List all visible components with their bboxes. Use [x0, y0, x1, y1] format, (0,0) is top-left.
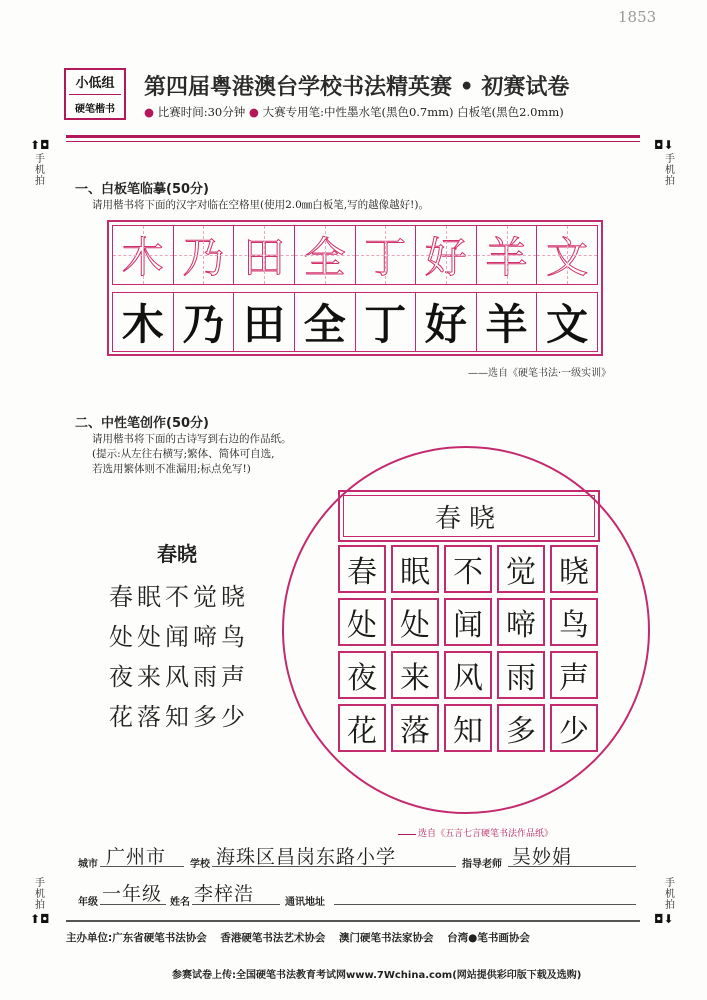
poem-title: 春晓	[157, 542, 197, 566]
camera-icon: ◘⬇	[654, 912, 674, 926]
artwork-cell[interactable]	[391, 704, 439, 752]
model-cell	[477, 225, 538, 285]
artwork-cell[interactable]	[391, 545, 439, 593]
artwork-char: 晓	[559, 555, 589, 590]
model-cell	[295, 225, 356, 285]
model-char: 全	[303, 233, 346, 282]
artwork-cell[interactable]	[338, 598, 386, 646]
artwork-cell[interactable]	[497, 651, 545, 699]
model-row	[112, 225, 598, 285]
model-char: 木	[121, 233, 164, 282]
grade-underline	[100, 904, 166, 905]
student-char: 木	[121, 300, 164, 349]
model-cell	[356, 225, 417, 285]
artwork-char: 处	[347, 608, 377, 643]
student-char: 全	[303, 300, 346, 349]
camera-icon: ◘⬇	[654, 138, 674, 152]
artwork-cell[interactable]	[391, 598, 439, 646]
school-underline	[212, 866, 456, 867]
artwork-title: 春晓	[434, 503, 503, 534]
artwork-cell[interactable]	[338, 704, 386, 752]
student-cell[interactable]	[356, 292, 417, 352]
artwork-grid	[338, 543, 600, 757]
artwork-source: 选自《五言七言硬笔书法作品纸》	[418, 829, 554, 839]
artwork-char: 雨	[506, 661, 536, 696]
city-label: 城市	[78, 859, 98, 870]
student-cell[interactable]	[477, 292, 538, 352]
footer-rule	[66, 920, 640, 922]
artwork-char: 觉	[506, 555, 536, 590]
group-badge	[64, 68, 126, 120]
poem-line: 夜来风雨声	[109, 663, 249, 691]
header-rule-thin	[66, 141, 640, 142]
model-char: 乃	[182, 233, 225, 282]
school-value[interactable]: 海珠区昌岗东路小学	[216, 846, 397, 868]
exam-time: 比赛时间:30分钟	[157, 105, 246, 119]
artwork-cell[interactable]	[550, 704, 598, 752]
artwork-cell[interactable]	[444, 704, 492, 752]
artwork-char: 少	[559, 714, 589, 749]
artwork-char: 多	[506, 714, 536, 749]
student-cell[interactable]	[295, 292, 356, 352]
student-row	[112, 292, 598, 352]
section2-instruction-3: 若选用繁体则不准漏用;标点免写!)	[92, 463, 251, 475]
model-char: 好	[424, 233, 467, 282]
artwork-cell[interactable]	[497, 545, 545, 593]
side-label-bottom-right: 手机拍	[665, 878, 675, 911]
artwork-cell[interactable]	[444, 545, 492, 593]
student-cell[interactable]	[234, 292, 295, 352]
artwork-cell[interactable]	[338, 651, 386, 699]
city-value[interactable]: 广州市	[106, 846, 167, 868]
camera-icon: ⬆◘	[30, 138, 50, 152]
artwork-char: 不	[453, 555, 483, 590]
name-underline	[192, 904, 280, 905]
bullet-icon: ●	[248, 105, 259, 119]
student-char: 文	[546, 300, 589, 349]
footer-note: 参赛试卷上传:全国硬笔书法教育考试网www.7Wchina.com(网站提供彩印版下载及选购)	[172, 970, 582, 981]
student-cell[interactable]	[112, 292, 174, 352]
artwork-char: 春	[347, 555, 377, 590]
artwork-cell[interactable]	[550, 651, 598, 699]
artwork-char: 知	[453, 714, 483, 749]
side-label-top-right: 手机拍	[665, 154, 675, 187]
poem-line: 处处闻啼鸟	[109, 623, 249, 651]
artwork-char: 眠	[400, 555, 430, 590]
artwork-title-box	[338, 490, 600, 542]
section2-instruction-2: (提示:从左往右横写;繁体、简体可自选,	[92, 448, 275, 460]
camera-icon: ⬆◘	[30, 912, 50, 926]
section1-source: ——选自《硬笔书法·一级实训》	[468, 368, 612, 379]
artwork-cell[interactable]	[550, 545, 598, 593]
model-cell	[112, 225, 174, 285]
group-name: 小低组	[75, 76, 115, 91]
address-underline	[334, 904, 636, 905]
section1-instruction: 请用楷书将下面的汉字对临在空格里(使用2.0㎜白板笔,写的越像越好!)。	[92, 199, 429, 211]
poem-line: 春眠不觉晓	[109, 583, 249, 611]
exam-pens: 大赛专用笔:中性墨水笔(黑色0.7mm) 白板笔(黑色2.0mm)	[262, 105, 564, 119]
model-cell	[537, 225, 598, 285]
student-char: 好	[424, 300, 467, 349]
artwork-char: 来	[400, 661, 430, 696]
student-cell[interactable]	[416, 292, 477, 352]
artwork-char: 花	[347, 714, 377, 749]
artwork-char: 落	[400, 714, 430, 749]
teacher-value[interactable]: 吴妙娟	[512, 846, 573, 868]
model-char: 羊	[485, 233, 528, 282]
school-label: 学校	[190, 859, 210, 870]
corner-number: 1853	[618, 8, 657, 26]
model-char: 田	[243, 233, 286, 282]
grade-label: 年级	[78, 897, 98, 908]
student-char: 田	[243, 300, 286, 349]
name-label: 姓名	[170, 897, 190, 908]
model-char: 丁	[364, 233, 407, 282]
teacher-underline	[508, 866, 636, 867]
student-char: 乃	[182, 300, 225, 349]
artwork-cell[interactable]	[444, 598, 492, 646]
sponsors: 主办单位:广东省硬笔书法协会 香港硬笔书法艺术协会 澳门硬笔书法家协会 台湾●笔书画协会	[66, 932, 530, 944]
poem-line: 花落知多少	[109, 703, 249, 731]
student-cell[interactable]	[537, 292, 598, 352]
grade-value[interactable]: 一年级	[102, 883, 163, 905]
artwork-char: 闻	[453, 608, 483, 643]
artwork-char: 夜	[347, 661, 377, 696]
page-title: 第四届粤港澳台学校书法精英赛 • 初赛试卷	[144, 74, 570, 100]
artwork-source-dash	[398, 834, 416, 835]
teacher-label: 指导老师	[462, 859, 502, 870]
artwork-char: 啼	[506, 608, 536, 643]
student-char: 羊	[485, 300, 528, 349]
side-label-bottom-left: 手机拍	[35, 878, 45, 911]
student-char: 丁	[364, 300, 407, 349]
artwork-cell[interactable]	[497, 704, 545, 752]
model-cell	[174, 225, 235, 285]
bullet-icon: ●	[144, 105, 155, 119]
group-category: 硬笔楷书	[75, 104, 115, 115]
model-cell	[416, 225, 477, 285]
copy-grid	[107, 220, 603, 356]
artwork-cell[interactable]	[550, 598, 598, 646]
city-underline	[100, 866, 184, 867]
model-char: 文	[546, 233, 589, 282]
header-rule	[66, 135, 640, 138]
artwork-char: 鸟	[559, 608, 589, 643]
student-cell[interactable]	[174, 292, 235, 352]
artwork-cell[interactable]	[391, 651, 439, 699]
side-label-top-left: 手机拍	[35, 154, 45, 187]
artwork-cell[interactable]	[497, 598, 545, 646]
artwork-cell[interactable]	[444, 651, 492, 699]
group-divider	[69, 94, 121, 95]
exam-subtitle	[144, 104, 564, 120]
section2-heading: 二、中性笔创作(50分)	[75, 416, 209, 431]
artwork-title-inner	[343, 495, 595, 537]
artwork-char: 声	[559, 661, 589, 696]
section1-heading: 一、白板笔临摹(50分)	[75, 182, 209, 197]
name-value[interactable]: 李梓浩	[194, 883, 255, 905]
artwork-char: 风	[453, 661, 483, 696]
artwork-cell[interactable]	[338, 545, 386, 593]
model-cell	[234, 225, 295, 285]
section2-instruction-1: 请用楷书将下面的古诗写到右边的作品纸。	[92, 433, 292, 445]
address-label: 通讯地址	[285, 897, 325, 908]
artwork-char: 处	[400, 608, 430, 643]
